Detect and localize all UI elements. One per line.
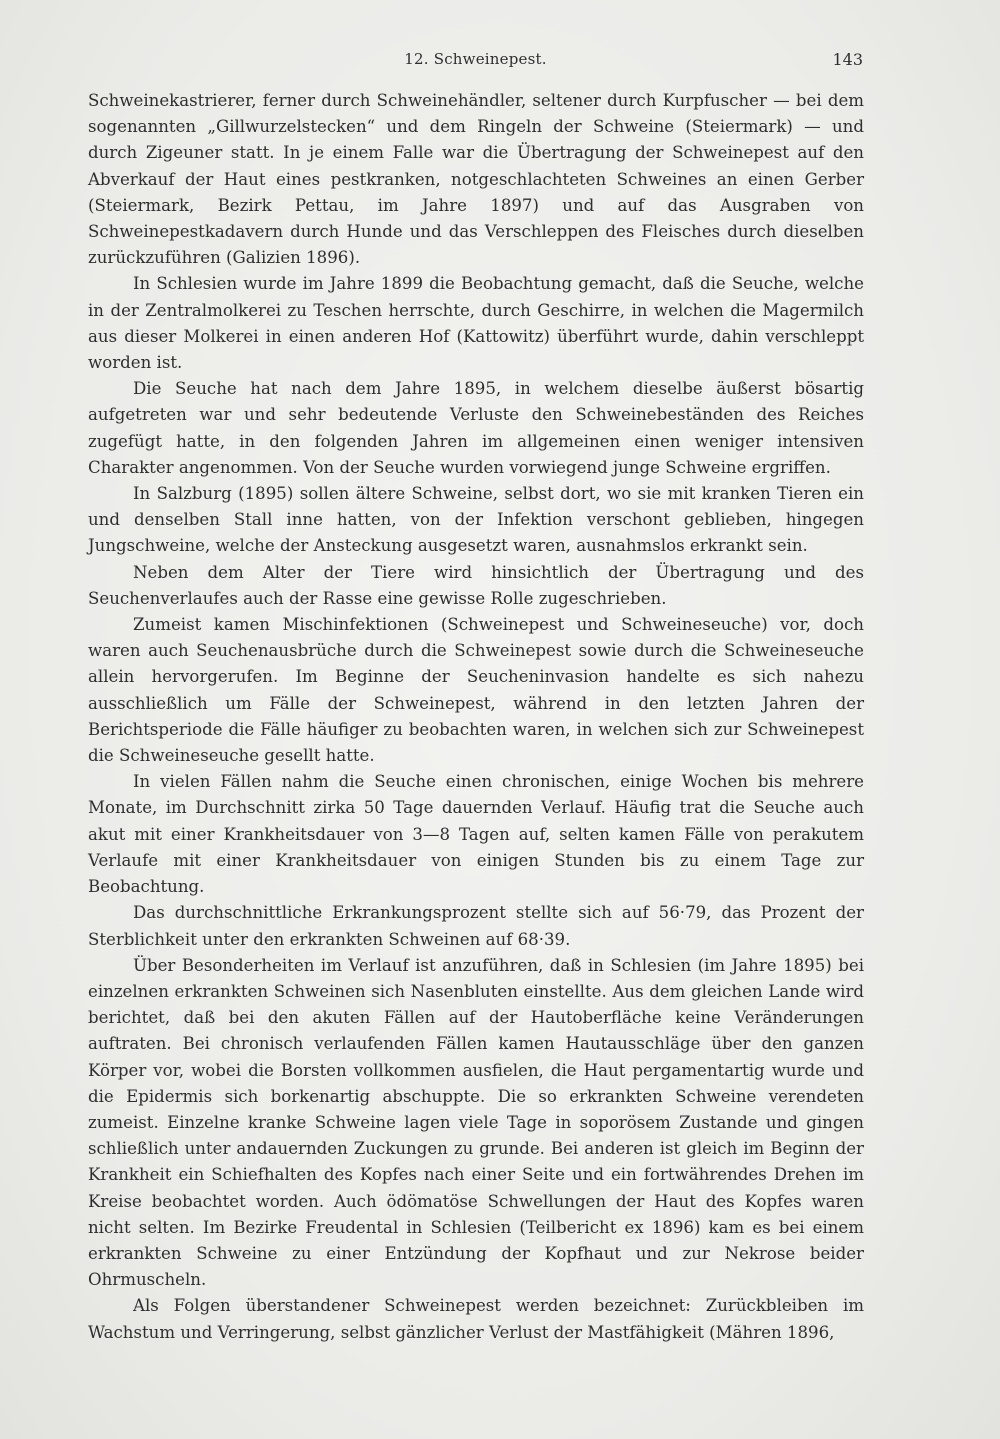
paragraph-continued: Schweinekastrierer, ferner durch Schweinehändler, seltener durch Kurpfuscher — bei dem sogenannten „Gillwurzelstecken“ und dem Ringeln der Schweine (Steiermark) — und durch Zigeuner statt. In je einem Falle war die Übertragung der Schweinepest auf den Abverkauf der Haut eines pestkranken, notgeschlachteten Schweines an einen Gerber (Steiermark, Bezirk Pettau, im Jahre 1897) und auf das Ausgraben von Schweinepestkadavern durch Hunde und das Verschleppen des Fleisches durch dieselben zurückzuführen (Galizien 1896). (88, 91, 864, 268)
paragraph: In Schlesien wurde im Jahre 1899 die Beobachtung gemacht, daß die Seuche, welche in der Zentralmolkerei zu Teschen herrschte, durch Geschirre, in welchen die Magermilch aus dieser Molkerei in einen anderen Hof (Kattowitz) überführt wurde, dahin verschleppt worden ist. (88, 274, 864, 373)
page-number: 143 (832, 50, 863, 69)
paragraph: Neben dem Alter der Tiere wird hinsichtlich der Übertragung und des Seuchenverlaufes auch der Rasse eine gewisse Rolle zugeschrieben. (88, 562, 864, 608)
page-header (88, 48, 863, 74)
paragraph: Über Besonderheiten im Verlauf ist anzuführen, daß in Schlesien (im Jahre 1895) bei einzelnen erkrankten Schweinen sich Nasenbluten einstellte. Aus dem gleichen Lande wird berichtet, daß bei den akuten Fällen auf der Hautoberfläche keine Veränderungen auftraten. Bei chronisch verlaufenden Fällen kamen Hautausschläge über den ganzen Körper vor, wobei die Borsten vollkommen ausfielen, die Haut pergamentartig wurde und die Epidermis sich borkenartig abschuppte. Die so erkrankten Schweine verendeten zumeist. Einzelne kranke Schweine lagen viele Tage in soporösem Zustande und gingen schließlich unter andauernden Zuckungen zu grunde. Bei anderen ist gleich im Beginn der Krankheit ein Schiefhalten des Kopfes nach einer Seite und ein fortwährendes Drehen im Kreise beobachtet worden. Auch ödömatöse Schwellungen der Haut des Kopfes waren nicht selten. Im Bezirke Freudental in Schlesien (Teilbericht ex 1896) kam es bei einem erkrankten Schweine zu einer Entzündung der Kopfhaut und zur Nekrose beider Ohrmuscheln. (88, 955, 864, 1290)
paragraph: Zumeist kamen Mischinfektionen (Schweinepest und Schweineseuche) vor, doch waren auch Seuchenausbrüche durch die Schweinepest sowie durch die Schweineseuche allein hervorgerufen. Im Beginne der Seucheninvasion handelte es sich nahezu ausschließlich um Fälle der Schweinepest, während in den letzten Jahren der Berichtsperiode die Fälle häufiger zu beobachten waren, in welchen sich zur Schweinepest die Schweineseuche gesellt hatte. (88, 615, 864, 766)
running-title: 12. Schweinepest. (404, 50, 547, 68)
paragraph: Das durchschnittliche Erkrankungsprozent stellte sich auf 56·79, das Prozent der Sterblichkeit unter den erkrankten Schweinen auf 68·39. (88, 903, 864, 949)
body-text (88, 88, 864, 1346)
paragraph: Als Folgen überstandener Schweinepest werden bezeichnet: Zurückbleiben im Wachstum und Verringerung, selbst gänzlicher Verlust der Mastfähigkeit (Mähren 1896, (88, 1296, 864, 1342)
paragraph: In vielen Fällen nahm die Seuche einen chronischen, einige Wochen bis mehrere Monate, im Durchschnitt zirka 50 Tage dauernden Verlauf. Häufig trat die Seuche auch akut mit einer Krankheitsdauer von 3—8 Tagen auf, selten kamen Fälle von perakutem Verlaufe mit einer Krankheitsdauer von einigen Stunden bis zu einem Tage zur Beobachtung. (88, 772, 864, 897)
paragraph: In Salzburg (1895) sollen ältere Schweine, selbst dort, wo sie mit kranken Tieren ein und denselben Stall inne hatten, von der Infektion verschont geblieben, hingegen Jungschweine, welche der Ansteckung ausgesetzt waren, ausnahmslos erkrankt sein. (88, 484, 864, 556)
paragraph: Die Seuche hat nach dem Jahre 1895, in welchem dieselbe äußerst bösartig aufgetreten war und sehr bedeutende Verluste den Schweinebeständen des Reiches zugefügt hatte, in den folgenden Jahren im allgemeinen einen weniger intensiven Charakter angenommen. Von der Seuche wurden vorwiegend junge Schweine ergriffen. (88, 379, 864, 477)
